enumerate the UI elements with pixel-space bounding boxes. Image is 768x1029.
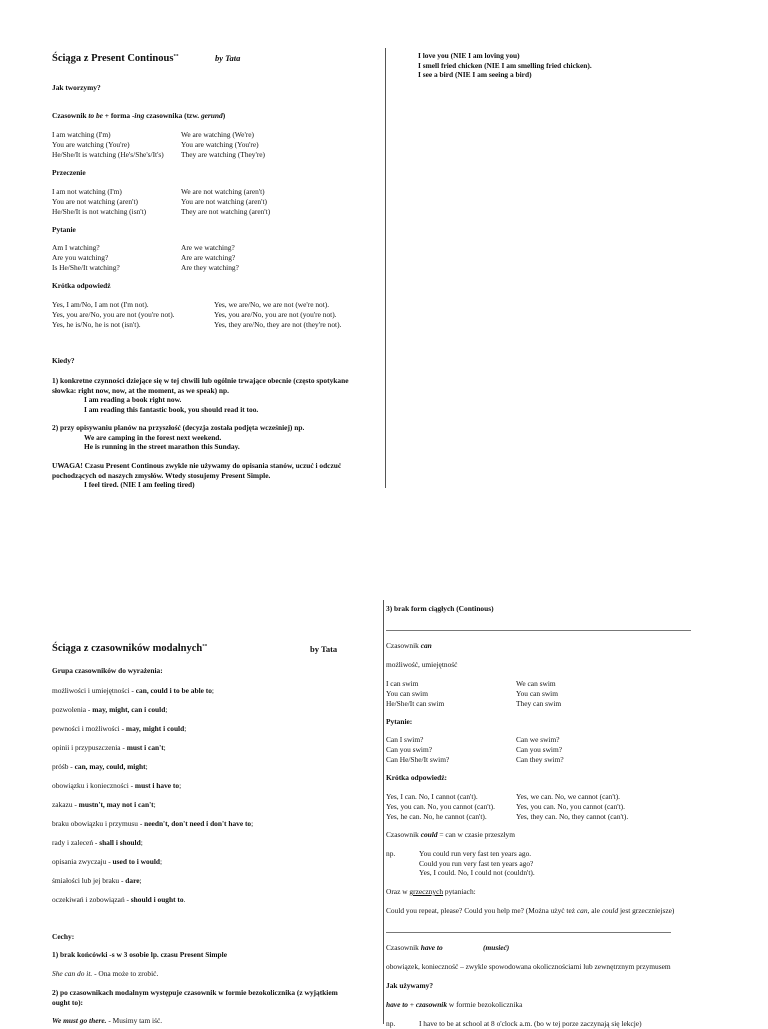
feature-2b: ought to):: [52, 997, 83, 1007]
feature-1: 1) brak końcówki -s w 3 osobie lp. czasu Present Simple: [52, 950, 227, 959]
list-item: rady i zaleceń - shall i should;: [52, 838, 143, 847]
use-formula: have to + czasownik w formie bezokolicznika: [386, 1000, 523, 1009]
cut-np: np.: [386, 1019, 396, 1028]
cut-example: I have to be at school at 8 o'clock a.m. (bo w tej porze zaczynają się lekcje): [419, 1019, 642, 1028]
can-meaning: możliwość, umiejętność: [386, 660, 458, 669]
page1-title: Ściąga z Present Continous**: [52, 53, 179, 64]
when-heading: Kiedy?: [52, 356, 75, 365]
list-item: możliwości i umiejętności - can, could i to be able to;: [52, 686, 214, 695]
negation-heading: Przeczenie: [52, 168, 86, 177]
use-heading: Jak używamy?: [386, 981, 434, 990]
list-item: pewności i możliwości - may, might i could;: [52, 724, 187, 733]
can-heading: Czasownik can: [386, 641, 432, 650]
feature-2-example: We must go there. - Musimy tam iść.: [52, 1016, 163, 1025]
questions-heading: Pytanie: [52, 225, 76, 234]
haveto-desc: obowiązek, konieczność – zwykle spowodowana okolicznościami lub zewnętrznym przymusem: [386, 962, 671, 971]
page2-title: Ściąga z czasowników modalnych**: [52, 643, 208, 654]
feature-1-example: She can do it. - Ona może to zrobić.: [52, 969, 159, 978]
polite-example: Could you repeat, please? Could you help me? (Można użyć też can, ale could jest grzeczniejsze): [386, 906, 675, 915]
list-item: śmiałości lub jej braku - dare;: [52, 876, 142, 885]
features-heading: Cechy:: [52, 932, 75, 941]
column-divider-bottom: [383, 600, 384, 1024]
polite-intro: Oraz w grzecznych pytaniach:: [386, 887, 476, 896]
how-heading: Jak tworzymy?: [52, 83, 101, 92]
short-answer-heading: Krótka odpowiedź: [52, 281, 111, 290]
list-item: próśb - can, may, could, might;: [52, 762, 148, 771]
short-answer-heading-2: Krótka odpowiedź:: [386, 773, 447, 782]
list-item: oczekiwań i zobowiązań - should i ought to.: [52, 895, 186, 904]
page1-author: by Tata: [215, 53, 241, 63]
could-np: np.: [386, 849, 396, 858]
list-item: zakazu - mustn't, may not i can't;: [52, 800, 156, 809]
divider-line-2: [386, 932, 671, 933]
list-item: opinii i przypuszczenia - must i can't;: [52, 743, 166, 752]
could-heading: Czasownik could = can w czasie przeszłym: [386, 830, 515, 839]
haveto-translation: (musieć): [483, 943, 510, 952]
feature-2a: 2) po czasownikach modalnym występuje czasownik w formie bezokolicznika (z wyjątkiem: [52, 988, 338, 997]
question-heading: Pytanie:: [386, 717, 413, 726]
group-heading: Grupa czasowników do wyrażenia:: [52, 666, 163, 675]
haveto-heading: Czasownik have to: [386, 943, 443, 952]
list-item: obowiązku i konieczności - must i have to;: [52, 781, 182, 790]
list-item: opisania zwyczaju - used to i would;: [52, 857, 163, 866]
list-item: braku obowiązku i przymusu - needn't, don't need i don't have to;: [52, 819, 254, 828]
feature-3: 3) brak form ciągłych (Continous): [386, 604, 494, 613]
divider-line: [386, 630, 691, 631]
page2-author: by Tata: [310, 644, 338, 654]
list-item: pozwolenia - may, might, can i could;: [52, 705, 168, 714]
formula-line: Czasownik to be + forma -ing czasownika (tzw. gerund): [52, 111, 226, 120]
column-divider-top: [385, 48, 386, 488]
